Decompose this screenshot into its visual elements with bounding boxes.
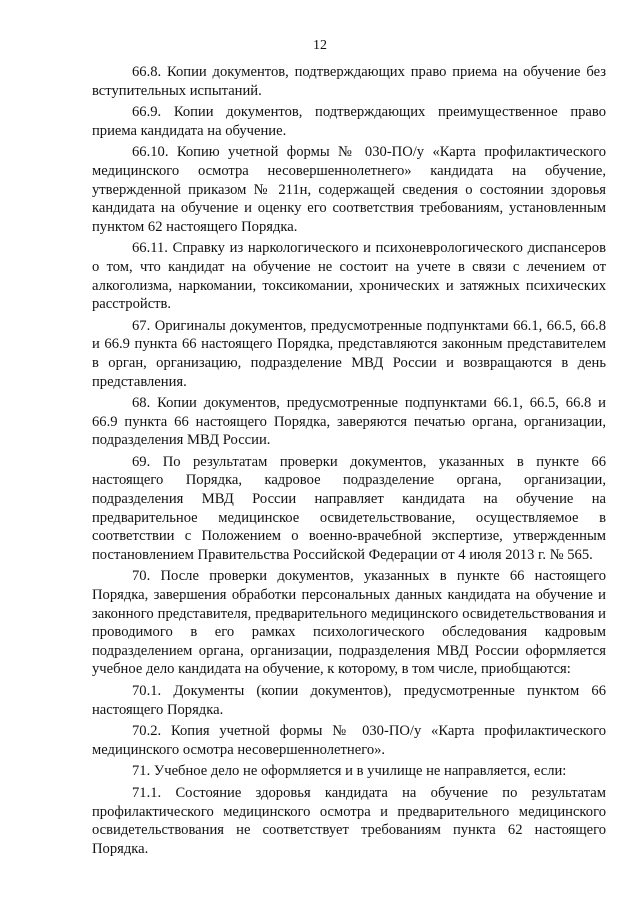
paragraph-71-1: 71.1. Состояние здоровья кандидата на обучение по результатам профилактического медицинского осмотра и предварительного медицинского освидетельствования не соответствует требованиям пункта 62 настоящего Порядка.	[92, 784, 606, 857]
paragraph-69: 69. По результатам проверки документов, указанных в пункте 66 настоящего Порядка, кадровое подразделение органа, организации, подразделения МВД России направляет кандидата на обучение на предварительное медицинское освидетельствование, осуществляемое в соответствии с Положением о военно-врачебной экспертизе, утвержденным постановлением Правительства Российской Федерации от 4 июля 2013 г. № 565.	[92, 453, 606, 563]
paragraph-67: 67. Оригиналы документов, предусмотренные подпунктами 66.1, 66.5, 66.8 и 66.9 пункта 66 настоящего Порядка, представляются законным представителем в орган, организацию, подразделение МВД России и возвращаются в день представления.	[92, 317, 606, 390]
paragraph-68: 68. Копии документов, предусмотренные подпунктами 66.1, 66.5, 66.8 и 66.9 пункта 66 настоящего Порядка, заверяются печатью органа, организации, подразделения МВД России.	[92, 395, 606, 449]
paragraph-71: 71. Учебное дело не оформляется и в училище не направляется, если:	[132, 763, 567, 780]
paragraph-66-11: 66.11. Справку из наркологического и психоневрологического диспансеров о том, что кандидат на обучение не состоит на учете в связи с лечением от алкоголизма, наркомании, токсикомании, хронических и затяжных психических расстройств.	[92, 240, 606, 313]
paragraph-70-2: 70.2. Копия учетной формы № 030-ПО/у «Карта профилактического медицинского осмотра несовершеннолетнего».	[92, 723, 606, 758]
document-body	[92, 63, 606, 861]
paragraph-70: 70. После проверки документов, указанных в пункте 66 настоящего Порядка, завершения обработки персональных данных кандидата на обучение и законного представителя, предварительного медицинского освидетельствования и проводимого в его рамках психологического обследования кадровым подразделением органа, организации, подразделения МВД России оформляется учебное дело кандидата на обучение, к которому, в том числе, приобщаются:	[92, 568, 606, 678]
page-number: 12	[313, 38, 327, 53]
paragraph-70-1: 70.1. Документы (копии документов), предусмотренные пунктом 66 настоящего Порядка.	[92, 683, 606, 718]
paragraph-66-10: 66.10. Копию учетной формы № 030-ПО/у «Карта профилактического медицинского осмотра несовершеннолетнего» кандидата на обучение, утвержденной приказом № 211н, содержащей сведения о состоянии здоровья кандидата на обучение и оценку его соответствия требованиям, установленным пунктом 62 настоящего Порядка.	[92, 144, 606, 235]
paragraph-66-9: 66.9. Копии документов, подтверждающих преимущественное право приема кандидата на обучение.	[92, 104, 606, 139]
paragraph-66-8: 66.8. Копии документов, подтверждающих право приема на обучение без вступительных испытаний.	[92, 64, 606, 99]
